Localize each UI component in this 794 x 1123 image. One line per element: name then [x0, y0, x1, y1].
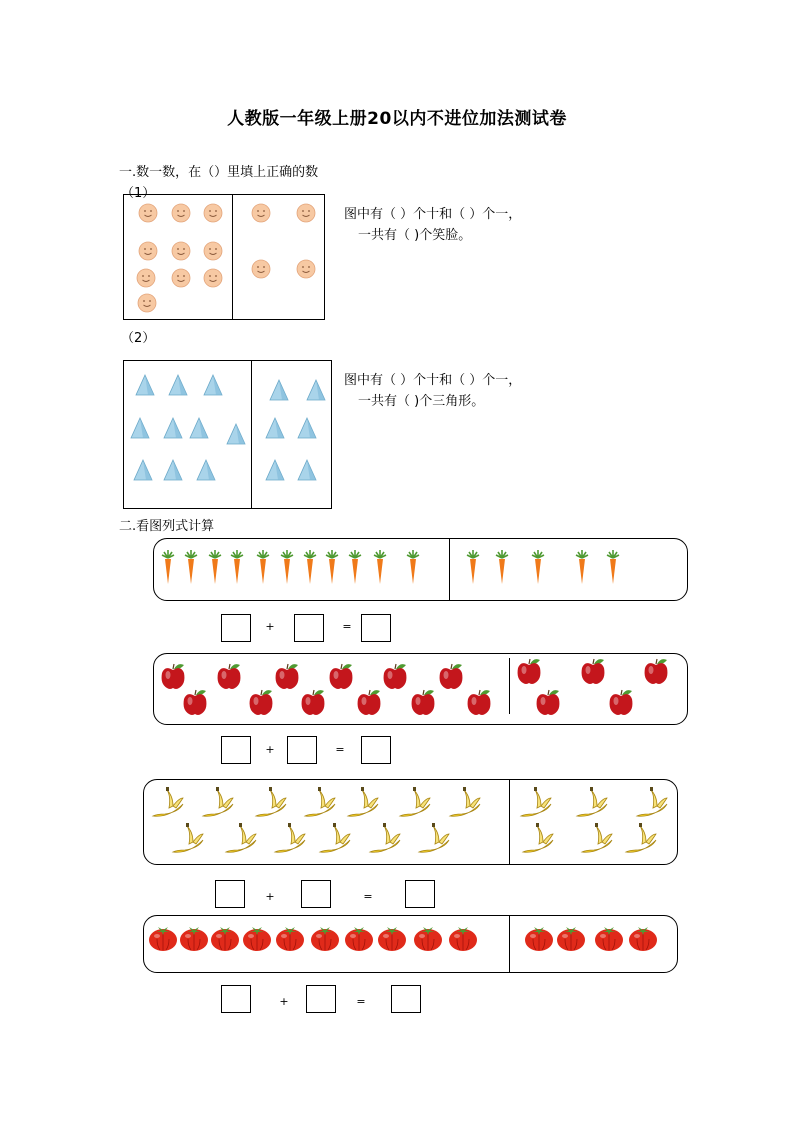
triangle-icon: [297, 417, 317, 439]
q1-label: （1）: [121, 186, 156, 201]
smiley-face-icon: [171, 241, 191, 261]
carrot-icon: [229, 550, 245, 586]
banana-icon: [222, 822, 258, 858]
answer-box-sum[interactable]: [361, 614, 391, 642]
tomato-icon: [594, 924, 624, 954]
triangle-icon: [265, 417, 285, 439]
picture-divider: [509, 780, 510, 864]
q1-line2: 一共有（ )个笑脸。: [358, 228, 472, 243]
apple-icon: [328, 662, 354, 692]
carrot-icon: [347, 550, 363, 586]
section1-heading: 一.数一数，在（）里填上正确的数: [119, 165, 319, 180]
apple-icon: [182, 688, 208, 718]
banana-icon: [517, 786, 553, 822]
plus-sign: +: [279, 995, 289, 1008]
tomato-icon: [148, 924, 178, 954]
picture-divider: [509, 658, 510, 714]
apple-icon: [356, 688, 382, 718]
answer-box-sum[interactable]: [391, 985, 421, 1013]
apple-icon: [300, 688, 326, 718]
banana-icon: [169, 822, 205, 858]
smiley-face-icon: [136, 268, 156, 288]
carrot-icon: [405, 550, 421, 586]
answer-box-addend1[interactable]: [221, 614, 251, 642]
picture-divider: [449, 539, 450, 600]
tomato-icon: [179, 924, 209, 954]
smiley-face-icon: [138, 241, 158, 261]
apple-icon: [216, 662, 242, 692]
smiley-face-icon: [203, 203, 223, 223]
apple-icon: [248, 688, 274, 718]
tomato-icon: [210, 924, 240, 954]
triangle-icon: [196, 459, 216, 481]
smiley-face-icon: [296, 259, 316, 279]
carrot-icon: [574, 550, 590, 586]
banana-icon: [301, 786, 337, 822]
banana-icon: [415, 822, 451, 858]
tomato-icon: [310, 924, 340, 954]
triangle-icon: [189, 417, 209, 439]
banana-icon: [633, 786, 669, 822]
triangle-icon: [265, 459, 285, 481]
triangle-icon: [203, 374, 223, 396]
equals-sign: =: [363, 890, 373, 903]
answer-box-sum[interactable]: [361, 736, 391, 764]
equals-sign: =: [356, 995, 366, 1008]
carrot-icon: [605, 550, 621, 586]
section2-heading: 二.看图列式计算: [119, 519, 215, 534]
triangle-icon: [163, 459, 183, 481]
q2-label: （2）: [121, 331, 156, 346]
answer-box-addend1[interactable]: [215, 880, 245, 908]
page-title: 人教版一年级上册20以内不进位加法测试卷: [227, 109, 567, 129]
carrot-icon: [183, 550, 199, 586]
equals-sign: =: [335, 743, 345, 756]
answer-box-addend2[interactable]: [301, 880, 331, 908]
answer-box-addend2[interactable]: [306, 985, 336, 1013]
q2-line2: 一共有（ )个三角形。: [358, 394, 485, 409]
apple-icon: [643, 657, 669, 687]
picture-divider: [509, 916, 510, 972]
tomato-icon: [344, 924, 374, 954]
q2-line1: 图中有（ ）个十和（ ）个一，: [344, 373, 522, 388]
tomato-icon: [275, 924, 305, 954]
triangle-icon: [168, 374, 188, 396]
apple-icon: [274, 662, 300, 692]
carrot-icon: [279, 550, 295, 586]
carrot-icon: [302, 550, 318, 586]
smiley-count-box: [123, 194, 325, 320]
smiley-face-icon: [138, 203, 158, 223]
smiley-face-icon: [203, 268, 223, 288]
smiley-face-icon: [137, 293, 157, 313]
banana-icon: [199, 786, 235, 822]
apple-icon: [608, 688, 634, 718]
banana-icon: [446, 786, 482, 822]
carrot-icon: [255, 550, 271, 586]
answer-box-addend1[interactable]: [221, 985, 251, 1013]
carrot-icon: [494, 550, 510, 586]
carrot-icon: [160, 550, 176, 586]
triangle-icon: [163, 417, 183, 439]
answer-box-addend1[interactable]: [221, 736, 251, 764]
carrot-icon: [324, 550, 340, 586]
tomato-icon: [242, 924, 272, 954]
answer-box-sum[interactable]: [405, 880, 435, 908]
banana-icon: [622, 822, 658, 858]
banana-icon: [573, 786, 609, 822]
smiley-face-icon: [296, 203, 316, 223]
tomato-icon: [377, 924, 407, 954]
answer-box-addend2[interactable]: [294, 614, 324, 642]
carrot-icon: [372, 550, 388, 586]
tomato-icon: [628, 924, 658, 954]
banana-icon: [519, 822, 555, 858]
carrot-icon: [530, 550, 546, 586]
carrot-icon: [465, 550, 481, 586]
banana-icon: [316, 822, 352, 858]
apple-icon: [382, 662, 408, 692]
plus-sign: +: [265, 743, 275, 756]
apple-icon: [535, 688, 561, 718]
triangle-icon: [269, 379, 289, 401]
smiley-face-icon: [251, 259, 271, 279]
triangle-icon: [306, 379, 326, 401]
apple-icon: [580, 657, 606, 687]
banana-picture-box: [143, 779, 678, 865]
tomato-icon: [448, 924, 478, 954]
smiley-face-icon: [251, 203, 271, 223]
answer-box-addend2[interactable]: [287, 736, 317, 764]
plus-sign: +: [265, 620, 275, 633]
q1-line1: 图中有（ ）个十和（ ）个一，: [344, 207, 522, 222]
banana-icon: [578, 822, 614, 858]
tomato-icon: [413, 924, 443, 954]
smiley-face-icon: [171, 268, 191, 288]
tens-ones-divider: [232, 195, 233, 319]
equals-sign: =: [342, 620, 352, 633]
plus-sign: +: [265, 890, 275, 903]
apple-icon: [410, 688, 436, 718]
carrot-picture-box: [153, 538, 688, 601]
apple-icon: [516, 657, 542, 687]
smiley-face-icon: [171, 203, 191, 223]
triangle-icon: [130, 417, 150, 439]
carrot-icon: [207, 550, 223, 586]
banana-icon: [252, 786, 288, 822]
triangle-icon: [135, 374, 155, 396]
banana-icon: [271, 822, 307, 858]
triangle-icon: [297, 459, 317, 481]
tomato-icon: [556, 924, 586, 954]
triangle-icon: [226, 423, 246, 445]
apple-icon: [438, 662, 464, 692]
tens-ones-divider: [251, 361, 252, 508]
apple-icon: [466, 688, 492, 718]
apple-picture-box: [153, 653, 688, 725]
triangle-icon: [133, 459, 153, 481]
triangle-count-box: [123, 360, 332, 509]
smiley-face-icon: [203, 241, 223, 261]
tomato-icon: [524, 924, 554, 954]
tomato-picture-box: [143, 915, 678, 973]
banana-icon: [366, 822, 402, 858]
banana-icon: [149, 786, 185, 822]
banana-icon: [396, 786, 432, 822]
banana-icon: [344, 786, 380, 822]
